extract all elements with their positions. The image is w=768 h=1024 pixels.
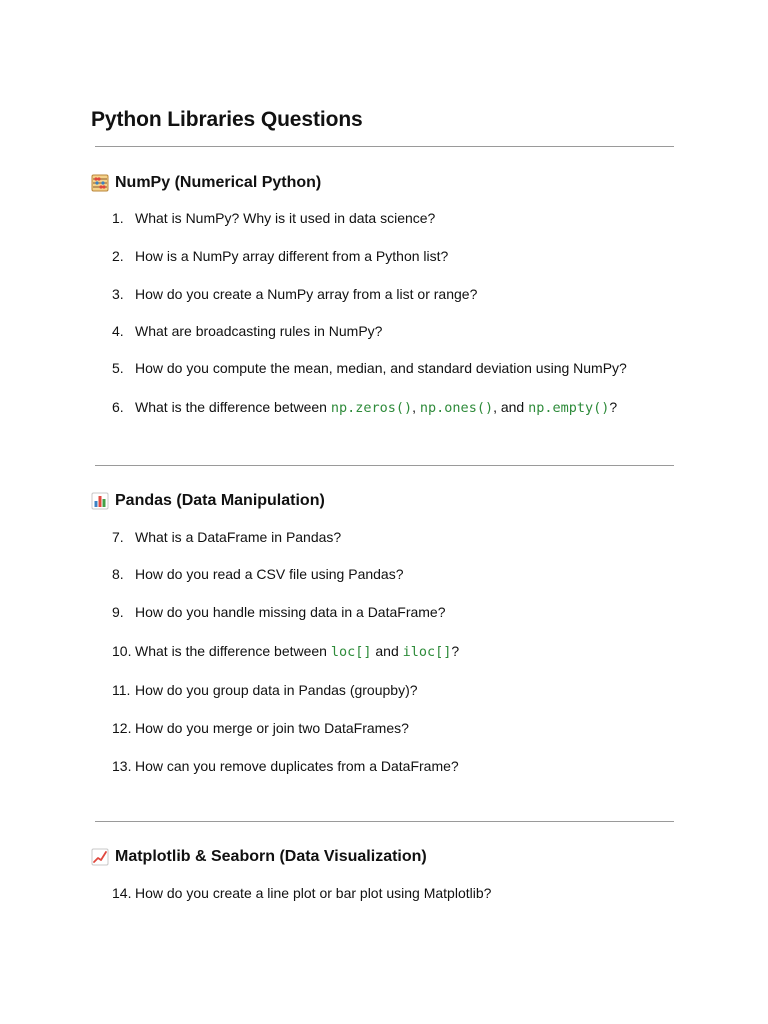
question-number: 5. (112, 360, 124, 376)
question-item (112, 527, 341, 547)
question-text: How is a NumPy array different from a Python list? (135, 248, 449, 264)
question-item (112, 321, 382, 341)
question-number: 9. (112, 604, 124, 620)
matplotlib-section-heading (91, 846, 427, 868)
abacus-icon (91, 174, 109, 192)
matplotlib-heading-text: Matplotlib & Seaborn (Data Visualization) (115, 848, 427, 865)
question-text: How do you create a NumPy array from a list or range? (135, 286, 478, 302)
question-text: ? (451, 643, 460, 659)
question-item (112, 358, 627, 378)
question-item (112, 284, 477, 304)
inline-code: np.ones() (419, 400, 494, 416)
question-text: , (412, 399, 420, 415)
question-item (112, 208, 435, 228)
question-item (112, 680, 418, 700)
question-text: How can you remove duplicates from a DataFrame? (135, 758, 459, 774)
question-text: How do you merge or join two DataFrames? (135, 720, 409, 736)
question-text: What is NumPy? Why is it used in data science? (135, 210, 436, 226)
question-number: 14. (112, 885, 132, 901)
question-text: How do you read a CSV file using Pandas? (135, 566, 404, 582)
question-number: 6. (112, 399, 124, 415)
question-number: 11. (112, 682, 131, 698)
question-item (112, 397, 617, 418)
question-item (112, 883, 491, 903)
question-text: What is the difference between (135, 399, 331, 415)
numpy-heading-text: NumPy (Numerical Python) (115, 174, 322, 191)
question-text: What is a DataFrame in Pandas? (135, 529, 342, 545)
question-text: What is the difference between (135, 643, 331, 659)
question-item (112, 756, 459, 776)
question-item (112, 564, 404, 584)
question-item (112, 246, 448, 266)
question-number: 1. (112, 210, 124, 226)
question-number: 12. (112, 720, 132, 736)
section-divider (95, 821, 674, 822)
question-item (112, 718, 409, 738)
question-text: How do you create a line plot or bar plot using Matplotlib? (135, 885, 492, 901)
bar-chart-icon (91, 492, 109, 510)
question-number: 7. (112, 529, 124, 545)
inline-code: np.zeros() (330, 400, 413, 416)
question-text: , and (493, 399, 529, 415)
title-divider (95, 146, 674, 147)
page-title: Python Libraries Questions (91, 108, 363, 131)
question-number: 3. (112, 286, 124, 302)
inline-code: np.empty() (528, 400, 610, 416)
inline-code: loc[] (330, 644, 372, 660)
question-text: What are broadcasting rules in NumPy? (135, 323, 383, 339)
question-number: 8. (112, 566, 124, 582)
question-text: How do you compute the mean, median, and standard deviation using NumPy? (135, 360, 627, 376)
question-text: How do you group data in Pandas (groupby)? (135, 682, 418, 698)
question-number: 13. (112, 758, 132, 774)
numpy-section-heading (91, 172, 321, 194)
question-number: 10. (112, 643, 132, 659)
question-item (112, 602, 446, 622)
pandas-heading-text: Pandas (Data Manipulation) (115, 492, 325, 509)
trend-chart-icon (91, 848, 109, 866)
question-item (112, 641, 459, 662)
question-number: 2. (112, 248, 124, 264)
inline-code: iloc[] (402, 644, 452, 660)
section-divider (95, 465, 674, 466)
question-number: 4. (112, 323, 124, 339)
question-text: ? (609, 399, 618, 415)
question-text: and (371, 643, 403, 659)
question-text: How do you handle missing data in a DataFrame? (135, 604, 446, 620)
pandas-section-heading (91, 490, 325, 512)
